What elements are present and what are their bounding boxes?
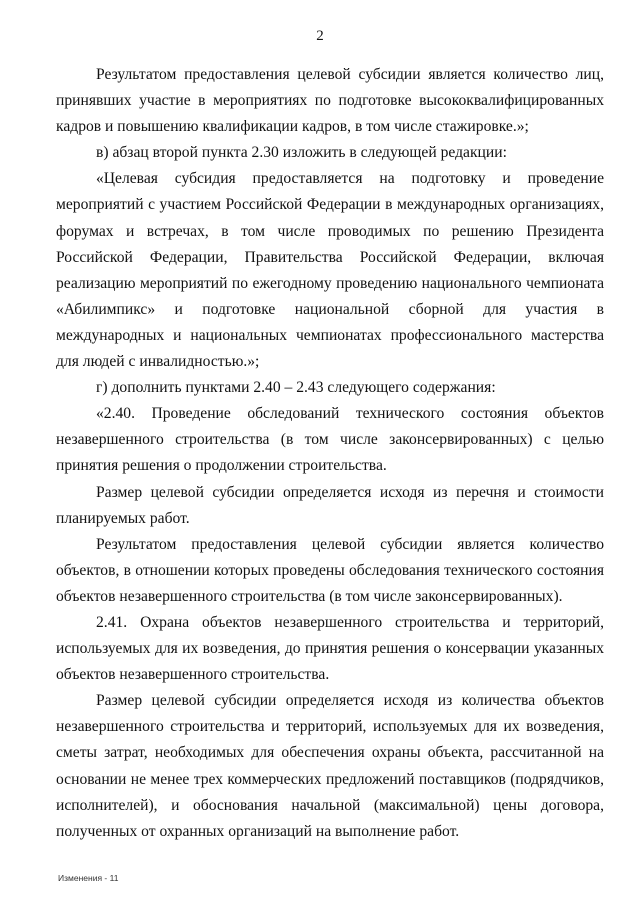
document-body — [56, 62, 604, 845]
page-number: 2 — [316, 28, 324, 44]
paragraph-result-objects: Результатом предоставления целевой субсидии является количество объектов, в отношении которых проведены обследования технического состояния объектов незавершенного строительства (в том числе законсервированных). — [56, 535, 604, 605]
footer-revision-note: Изменения - 11 — [58, 873, 119, 883]
paragraph-clause-2-41: 2.41. Охрана объектов незавершенного строительства и территорий, используемых для их возведения, до принятия решения о консервации указанных объектов незавершенного строительства. — [56, 613, 604, 684]
paragraph-clause-2-40: «2.40. Проведение обследований технического состояния объектов незавершенного строительства (в том числе законсервированных) с целью принятия решения о продолжении строительства. — [56, 405, 604, 475]
paragraph-result-persons: Результатом предоставления целевой субсидии является количество лиц, принявших участие в мероприятиях по подготовке высококвалифицированных кадров и повышению квалификации кадров, в том числе стажировке.»; — [56, 66, 604, 136]
paragraph-amendment-g: г) дополнить пунктами 2.40 – 2.43 следующего содержания: — [96, 379, 496, 397]
paragraph-subsidy-size-works: Размер целевой субсидии определяется исходя из перечня и стоимости планируемых работ. — [56, 483, 604, 527]
paragraph-subsidy-size-security: Размер целевой субсидии определяется исходя из количества объектов незавершенного строительства и территорий, используемых для их возведения, сметы затрат, необходимых для обеспечения охраны объекта, рассчитанной на основании не менее трех коммерческих предложений поставщиков (подрядчиков, исполнителей), и обоснования начальной (максимальной) цены договора, полученных от охранных организаций на выполнение работ. — [56, 692, 604, 840]
paragraph-amendment-v: в) абзац второй пункта 2.30 изложить в следующей редакции: — [96, 144, 507, 162]
paragraph-target-subsidy-events: «Целевая субсидия предоставляется на подготовку и проведение мероприятий с участием Российской Федерации в международных организациях, форумах и встречах, в том числе проводимых по решению Президента Российской Федерации, Правительства Российской Федерации, включая реализацию мероприятий по ежегодному проведению национального чемпионата «Абилимпикс» и подготовке национальной сборной для участия в международных и национальных чемпионатах профессионального мастерства для людей с инвалидностью.»; — [56, 170, 604, 371]
